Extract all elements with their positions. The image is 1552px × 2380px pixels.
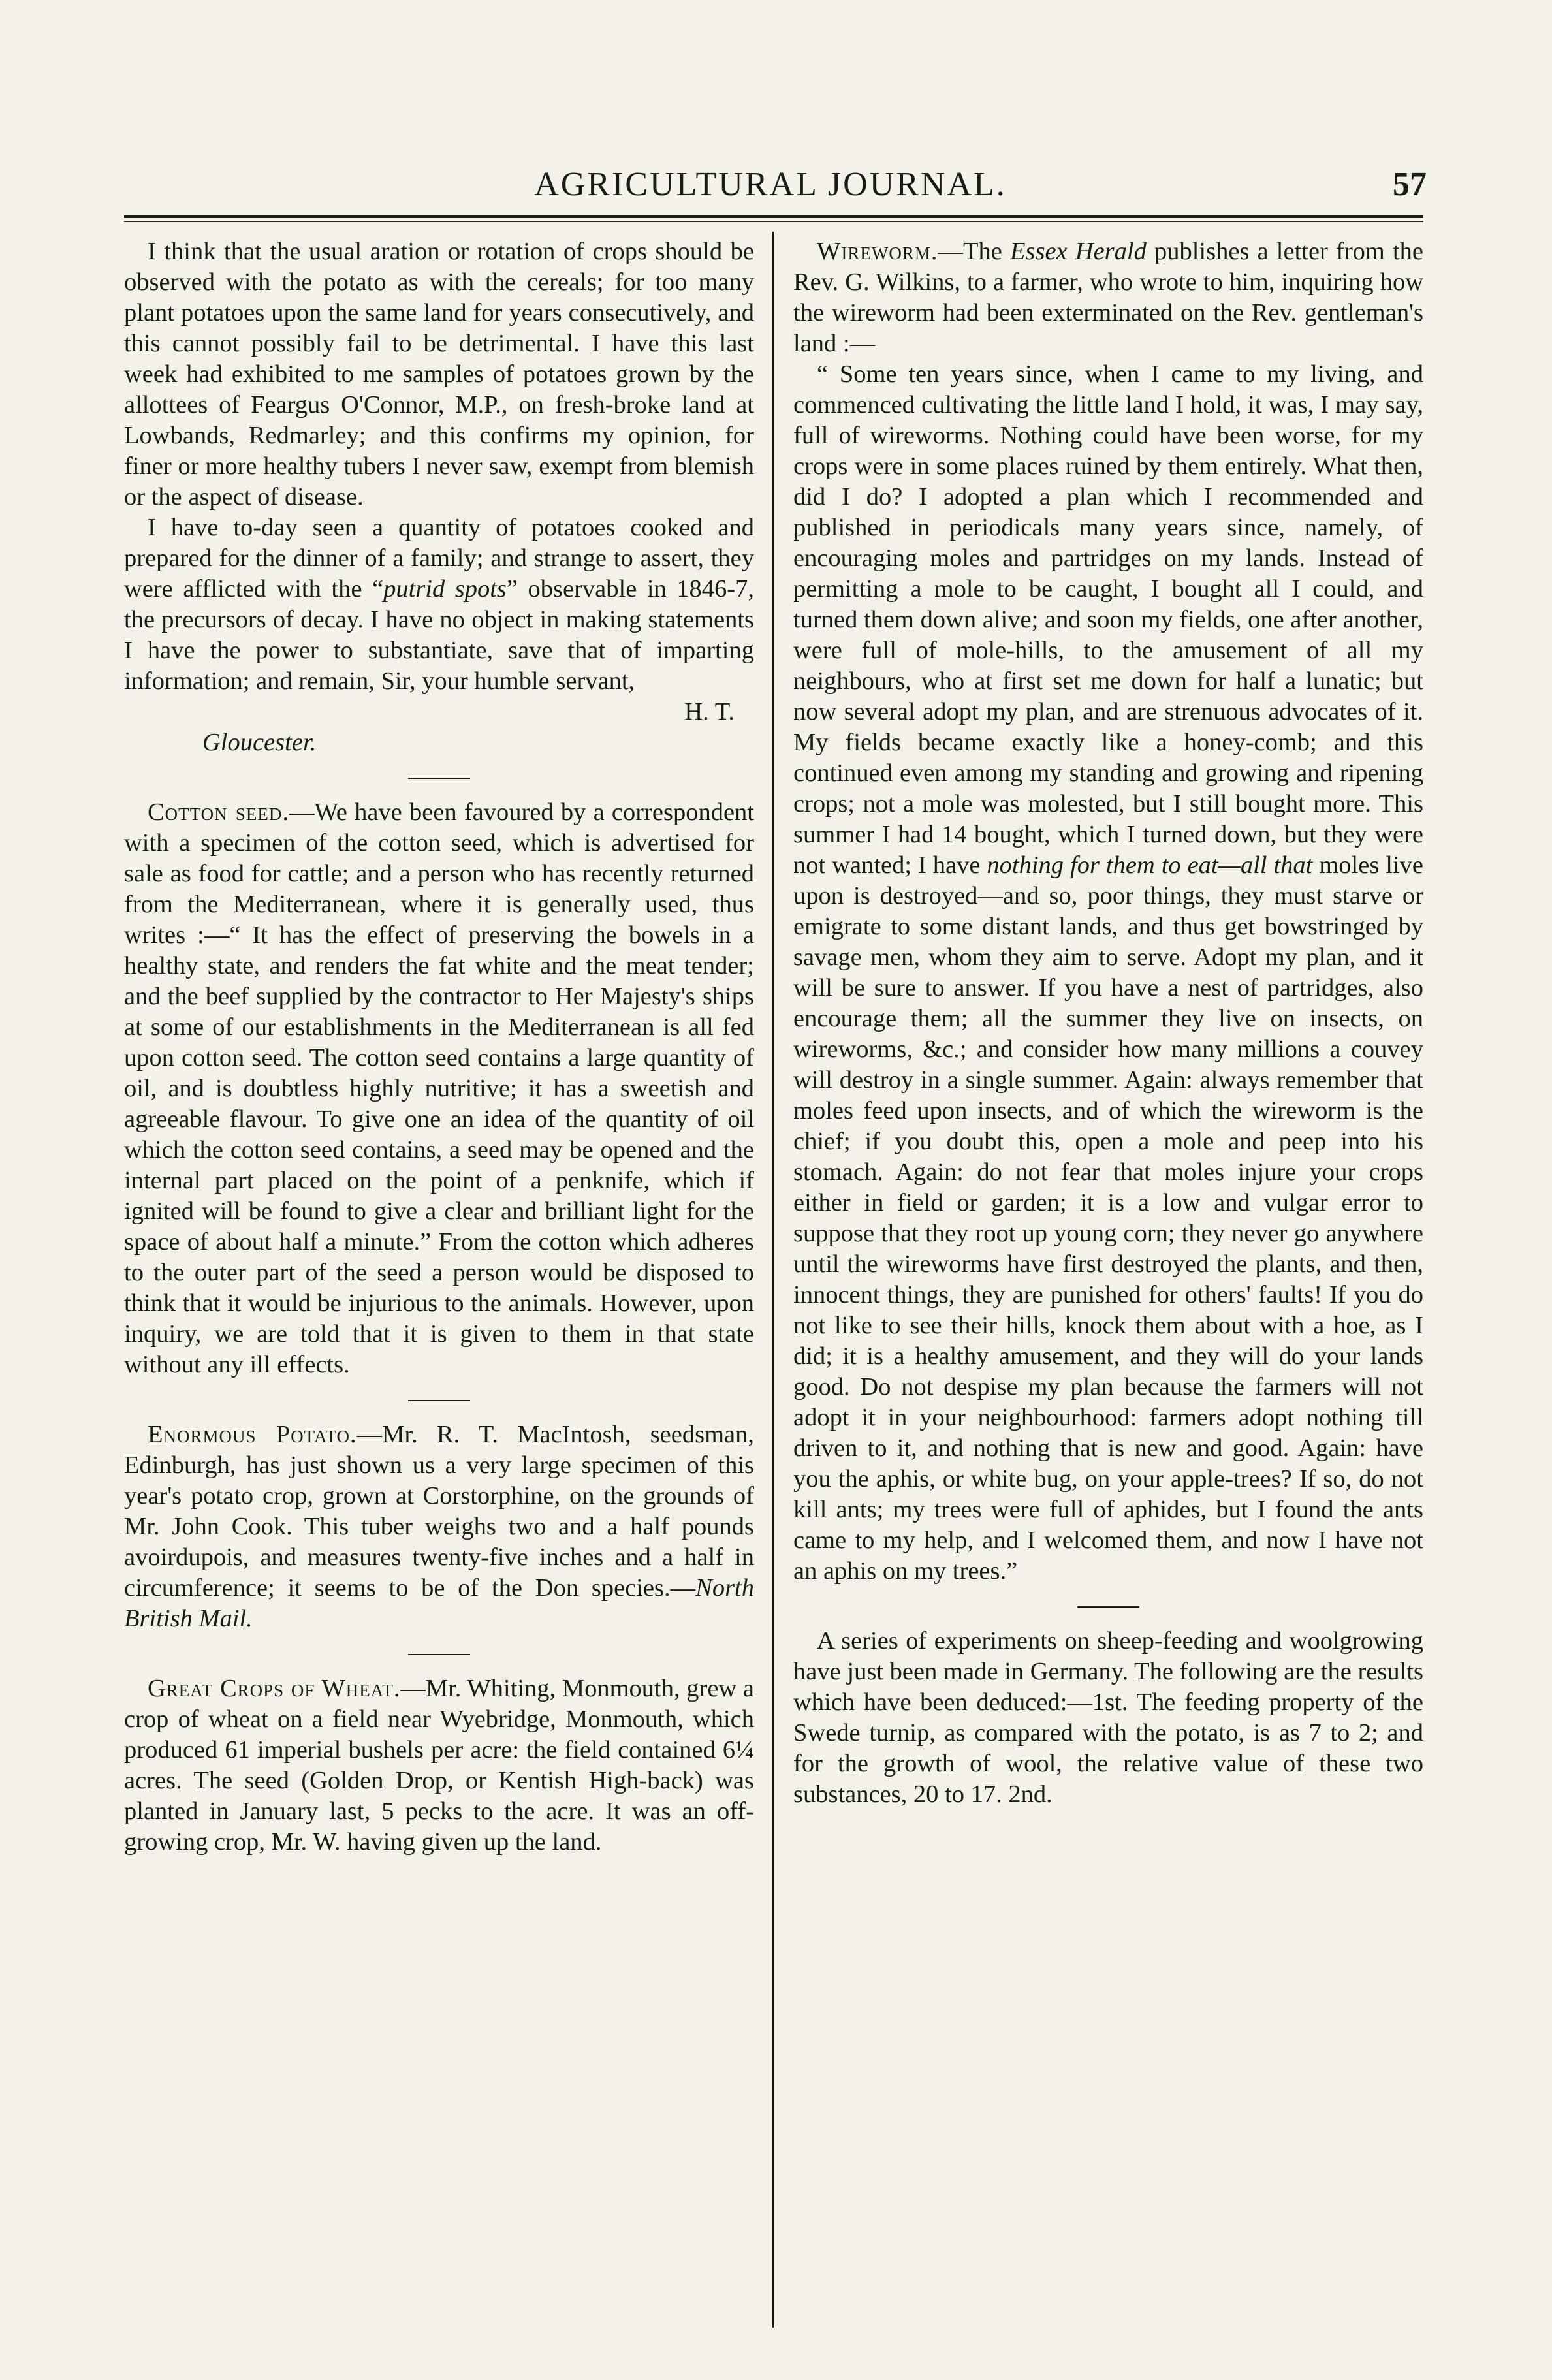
essex-herald-title: Essex Herald xyxy=(1009,238,1147,265)
sheep-feeding-article: A series of experiments on sheep-feeding and woolgrowing have just been made in Germany. The following are the results which have been deduced:—1st. The feeding property of the Swede turnip, as compared with the potato, is as 7 to 2; and for the growth of wool, the relative value of these two substances, 20 to 17. 2nd. xyxy=(793,1627,1423,1808)
wireworm-article-intro xyxy=(793,236,1423,359)
header-rule-thin xyxy=(124,221,1423,222)
wireworm-letter xyxy=(793,359,1423,1587)
wheat-crops-article xyxy=(124,1674,754,1858)
wireworm-letter-b: moles live upon is destroyed—and so, poor things, they must starve or emigrate to some distant lands, and thus get bowstringed by savage men, whom they aim to serve. Adopt my plan, and it will be sure to answer. If you have a nest of partridges, also encourage them; all the summer they live on insects, on wireworms, &c.; and consider how many millions a couvey will destroy in a single summer. Again: always remember that moles feed upon insects, and of which the wireworm is the chief; if you doubt this, open a mole and peep into his stomach. Again: do not fear that moles injure your crops either in field or garden; it is a low and vulgar error to suppose that they root up young corn; they never go anywhere until the wireworms have first destroyed the plants, and then, innocent things, they are punished for others' faults! If you do not like to see their hills, knock them about with a hoe, as I did; it is a healthy amusement, and they will do your lands good. Do not despise my plan because the farmers will not adopt it in your neighbourhood: farmers adopt nothing till driven to it, and nothing that is new and good. Again: have you the aphis, or white bug, on your apple-trees? If so, do not kill ants; my trees were full of aphides, but I found the ants came to my help, and I welcomed them, and now I have not an aphis on my trees.” xyxy=(793,851,1423,1585)
section-separator xyxy=(408,1400,470,1401)
cotton-seed-heading: Cotton seed. xyxy=(148,799,290,826)
wireworm-intro-a: —The xyxy=(938,238,1010,265)
cotton-seed-article xyxy=(124,797,754,1380)
signature-place: Gloucester. xyxy=(202,729,317,756)
potato-letter-paragraph-1: I think that the usual aration or rotation of crops should be observed with the potato as with the cereals; for too many plant potatoes upon the same land for years consecutively, and this cannot possibly fail to be detrimental. I have this last week had exhibited to me samples of potatoes grown by the allottees of Feargus O'Connor, M.P., on fresh-broke land at Lowbands, Redmarley; and this confirms my opinion, for finer or more healthy tubers I never saw, exempt from blemish or the aspect of disease. xyxy=(124,238,754,511)
page-number: 57 xyxy=(1393,166,1427,203)
enormous-potato-source: North British Mail. xyxy=(124,1574,754,1632)
wheat-crops-body: —Mr. Whiting, Monmouth, grew a crop of wheat on a field near Wyebridge, Monmouth, which produced 61 imperial bushels per acre: the field contained 6¼ acres. The seed (Golden Drop, or Kentish High-back) was planted in January last, 5 pecks to the acre. It was an off-growing crop, Mr. W. having given up the land. xyxy=(124,1675,754,1856)
putrid-spots-phrase: putrid spots xyxy=(383,575,507,603)
enormous-potato-heading: Enormous Potato. xyxy=(148,1421,357,1448)
signature-line xyxy=(124,697,754,727)
potato-letter-paragraph-2 xyxy=(124,513,754,697)
wireworm-heading: Wireworm. xyxy=(817,238,938,265)
p2-text-a: I have to-day seen a quantity of potatoes cooked and prepared for the dinner of a family; and strange to assert, they were afflicted with the “ xyxy=(124,514,754,603)
signature-initials: H. T. xyxy=(684,698,735,725)
enormous-potato-body: —Mr. R. T. MacIntosh, seedsman, Edinburgh, has just shown us a very large specimen of this year's potato crop, grown at Corstorphine, on the grounds of Mr. John Cook. This tuber weighs two and a half pounds avoirdupois, and measures twenty-five inches and a half in circumference; it seems to be of the Don species.— xyxy=(124,1421,754,1602)
header-rule xyxy=(124,215,1423,218)
wireworm-intro-b: publishes a letter from the Rev. G. Wilkins, to a farmer, who wrote to him, inquiring how the wireworm had been exterminated on the Rev. gentleman's land :— xyxy=(793,238,1424,357)
running-title: AGRICULTURAL JOURNAL. xyxy=(534,166,1007,203)
p2-text-b: ” observable in 1846-7, the precursors of decay. I have no object in making statements I have the power to substantiate, save that of imparting information; and remain, Sir, your humble servant, xyxy=(124,575,754,695)
wheat-crops-heading: Great Crops of Wheat. xyxy=(148,1675,401,1702)
cotton-seed-body: —We have been favoured by a correspondent with a specimen of the cotton seed, which is advertised for sale as food for cattle; and a person who has recently returned from the Mediterranean, where it is generally used, thus writes :—“ It has the effect of preserving the bowels in a healthy state, and renders the fat white and the meat tender; and the beef supplied by the contractor to Her Majesty's ships at some of our establishments in the Mediterranean is all fed upon cotton seed. The cotton seed contains a large quantity of oil, and is doubtless highly nutritive; it has a sweetish and agreeable flavour. To give one an idea of the quantity of oil which the cotton seed contains, a seed may be opened and the internal part placed on the point of a penknife, which if ignited will be found to give a clear and brilliant light for the space of about half a minute.” From the cotton which adheres to the outer part of the seed a person would be disposed to think that it would be injurious to the animals. However, upon inquiry, we are told that it is given to them in that state without any ill effects. xyxy=(124,799,754,1378)
left-column xyxy=(124,236,754,1858)
page-header xyxy=(114,162,1427,208)
enormous-potato-article xyxy=(124,1420,754,1634)
section-separator xyxy=(408,778,470,779)
section-separator xyxy=(1077,1606,1139,1608)
wireworm-letter-a: “ Some ten years since, when I came to my living, and commenced cultivating the little land I hold, it was, I may say, full of wireworms. Nothing could have been worse, for my crops were in some places ruined by them entirely. What then, did I do? I adopted a plan which I recommended and published in periodicals many years since, namely, of encouraging moles and partridges on my lands. Instead of permitting a mole to be caught, I bought all I could, and turned them down alive; and soon my fields, one after another, were full of mole-hills, to the amusement of all my neighbours, who at first set me down for half a lunatic; but now several adopt my plan, and are strenuous advocates of it. My fields became exactly like a honey-comb; and this continued even among my standing and growing and ripening crops; not a mole was molested, but I still bought more. This summer I had 14 bought, which I turned down, but they were not wanted; I have xyxy=(793,360,1423,879)
section-separator xyxy=(408,1654,470,1655)
wireworm-letter-emphasis: nothing for them to eat—all that xyxy=(987,851,1313,879)
right-column xyxy=(793,236,1423,1810)
column-divider xyxy=(772,232,774,2328)
